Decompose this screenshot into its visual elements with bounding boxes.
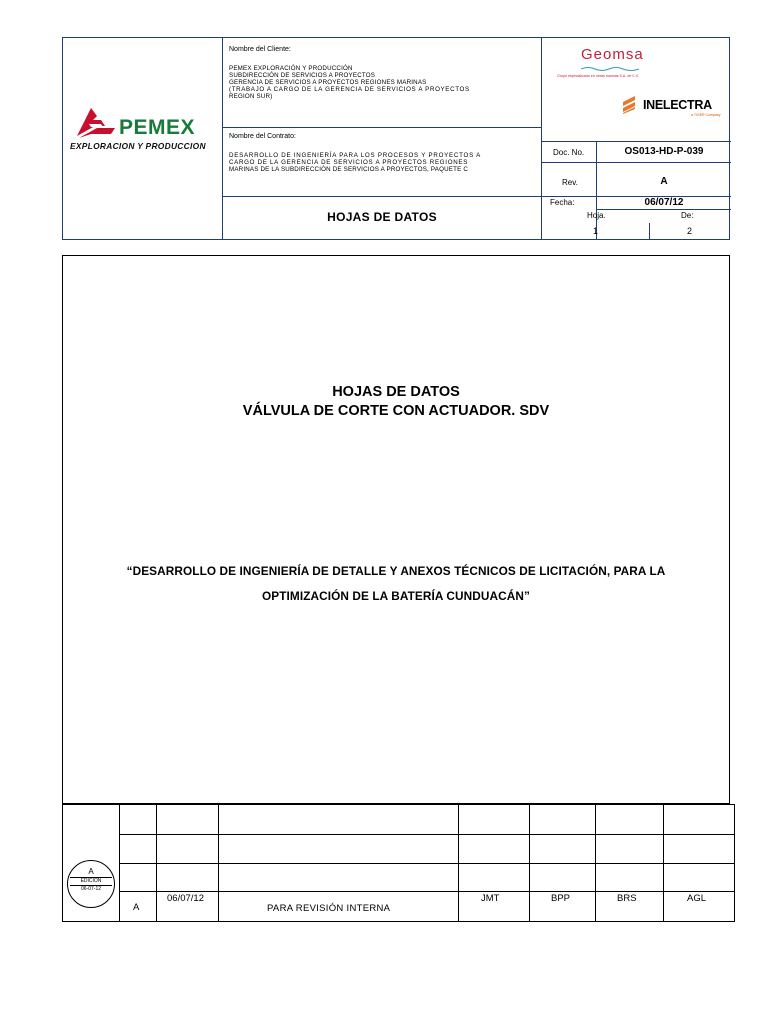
- project-subtitle-line: “DESARROLLO DE INGENIERÍA DE DETALLE Y ANEXOS TÉCNICOS DE LICITACIÓN, PARA LA: [126, 564, 666, 578]
- doc-no-value: OS013-HD-P-039: [624, 146, 704, 157]
- stamp-word: EDICIÓN: [80, 878, 102, 884]
- header-divider: [596, 209, 731, 210]
- description-cell: PARA REVISIÓN INTERNA: [267, 903, 391, 914]
- contract-block: [229, 152, 535, 173]
- contractor-logos: [545, 40, 729, 138]
- inelectra-mark-icon: [621, 96, 637, 114]
- rev-cell: A: [133, 902, 140, 913]
- hoja-value: 1: [593, 226, 599, 236]
- header-divider: [541, 38, 542, 239]
- pemex-subtitle: EXPLORACION Y PRODUCCION: [70, 141, 206, 151]
- header-divider: [222, 38, 223, 239]
- client-line: GERENCIA DE SERVICIOS A PROYECTOS REGIONES MARINAS: [229, 79, 427, 86]
- pemex-eagle-icon: [71, 106, 121, 142]
- project-subtitle-line: OPTIMIZACIÓN DE LA BATERÍA CUNDUACÁN”: [261, 589, 531, 603]
- client-line: (TRABAJO A CARGO DE LA GERENCIA DE SERVICIOS A PROYECTOS: [229, 86, 470, 93]
- edition-stamp: [67, 860, 115, 908]
- geomsa-subtitle: Grupo especializado en obras marinas S.A. de C.V.: [557, 74, 639, 78]
- client-line: REGION SUR): [229, 93, 273, 100]
- stamp-letter: A: [88, 867, 94, 876]
- document-header: [62, 37, 730, 240]
- cover-page-box: [62, 255, 730, 804]
- header-divider: [222, 127, 541, 128]
- contract-line: MARINAS DE LA SUBDIRECCIÓN DE SERVICIOS A PROYECTOS, PAQUETE C: [229, 166, 468, 173]
- header-divider: [541, 141, 731, 142]
- client-label: Nombre del Cliente:: [229, 46, 291, 53]
- doc-no-label: Doc. No.: [553, 148, 585, 157]
- header-divider: [222, 196, 541, 197]
- table-divider: [119, 834, 734, 835]
- header-divider: [541, 162, 731, 163]
- signature-cell: BRS: [617, 893, 637, 904]
- main-title: [63, 383, 729, 421]
- header-divider: [649, 223, 650, 239]
- project-subtitle: [63, 559, 729, 609]
- rev-label: Rev.: [562, 178, 578, 187]
- contract-line: CARGO DE LA GERENCIA DE SERVICIOS A PROYECTOS REGIONES: [229, 159, 469, 166]
- stamp-date: 06-07-12: [80, 886, 101, 892]
- main-title-line: HOJAS DE DATOS: [332, 384, 460, 400]
- client-line: SUBDIRECCIÓN DE SERVICIOS A PROYECTOS: [229, 72, 376, 79]
- contract-line: DESARROLLO DE INGENIERÍA PARA LOS PROCESOS Y PROYECTOS A: [229, 152, 481, 159]
- revision-table: [62, 804, 735, 922]
- main-title-line: VÁLVULA DE CORTE CON ACTUADOR. SDV: [242, 403, 550, 419]
- hoja-label: Hoja.: [587, 211, 606, 220]
- geomsa-logo: Geomsa: [581, 46, 644, 63]
- pemex-logo-text: PEMEX: [119, 116, 196, 139]
- signature-cell: AGL: [687, 893, 707, 904]
- inelectra-logo: INELECTRA: [643, 98, 712, 112]
- fecha-value: 06/07/12: [644, 197, 684, 208]
- client-line: PEMEX EXPLORACIÓN Y PRODUCCIÓN: [229, 65, 353, 72]
- table-divider: [119, 863, 734, 864]
- table-divider: [119, 891, 734, 892]
- pemex-logo: [67, 106, 219, 156]
- header-doc-title: HOJAS DE DATOS: [327, 210, 437, 224]
- fecha-label: Fecha:: [550, 198, 575, 207]
- signature-cell: JMT: [481, 893, 500, 904]
- signature-cell: BPP: [551, 893, 571, 904]
- date-cell: 06/07/12: [167, 893, 204, 904]
- de-label: De:: [681, 211, 694, 220]
- wave-icon: [581, 66, 639, 72]
- inelectra-subtitle: a TIGER Company: [691, 113, 721, 117]
- rev-value: A: [660, 176, 668, 187]
- client-block: [229, 65, 535, 100]
- de-value: 2: [687, 226, 693, 236]
- contract-label: Nombre del Contrato:: [229, 133, 296, 140]
